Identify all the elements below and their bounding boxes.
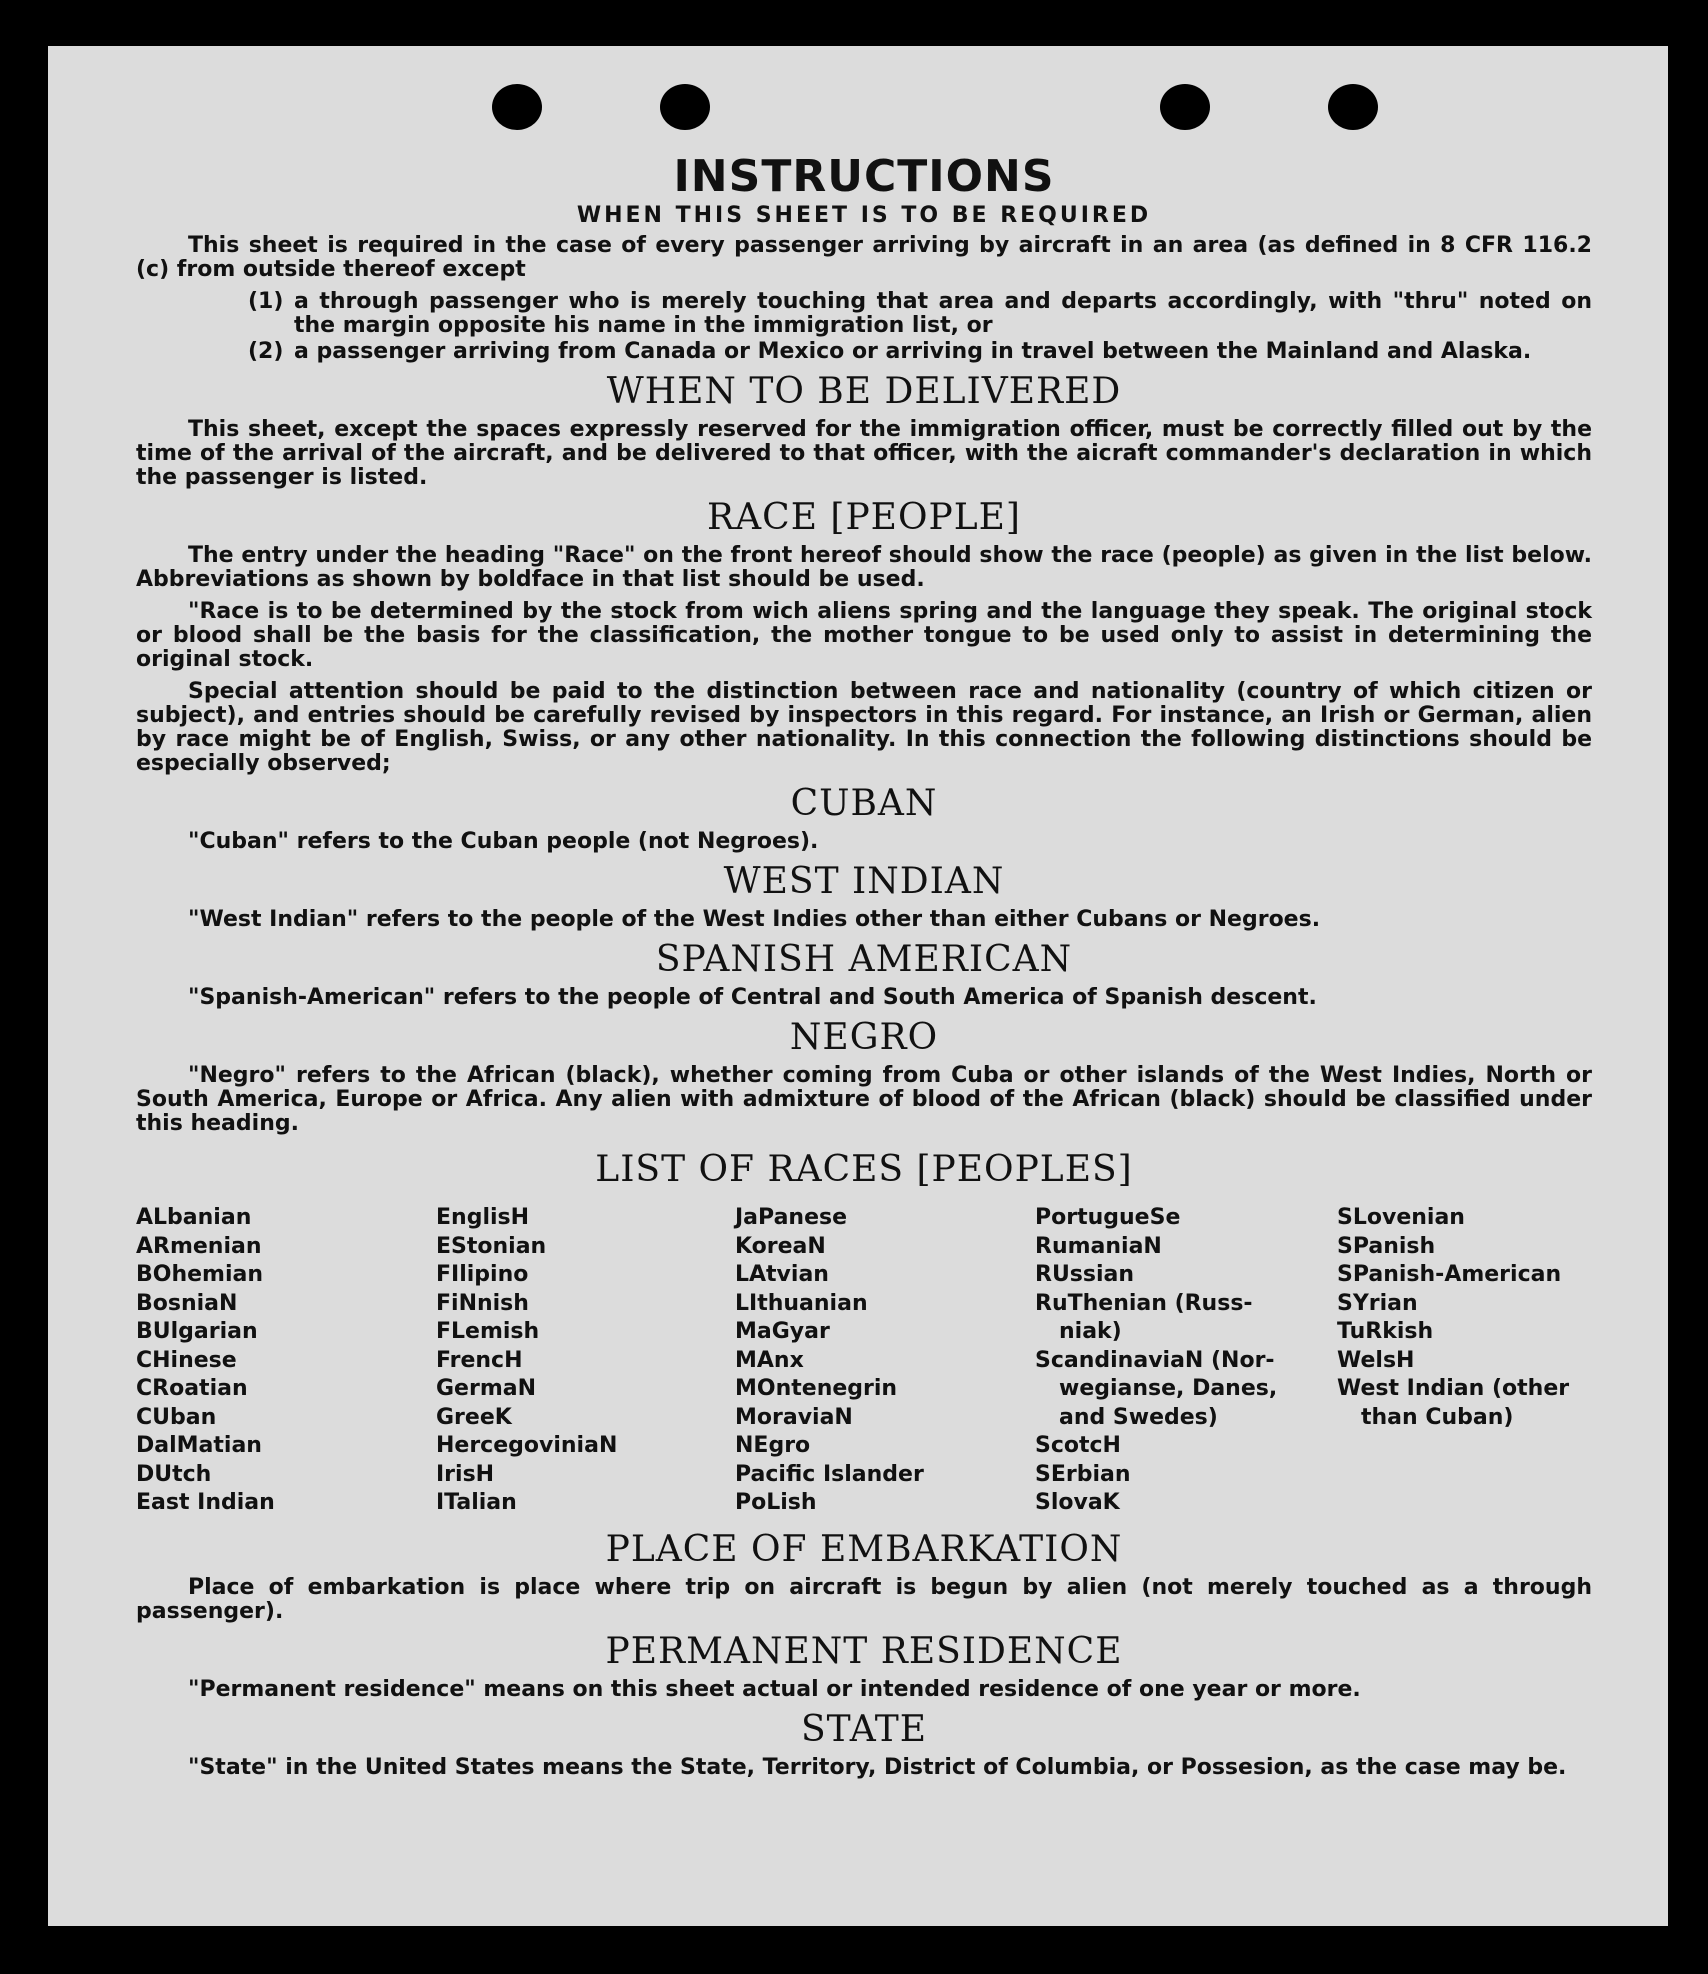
race-entry: LIthuanian (735, 1290, 868, 1316)
race-entry: ARmenian (136, 1233, 262, 1259)
document-body (136, 151, 1592, 1788)
race-paragraph: "Race is to be determined by the stock from wich aliens spring and the language they speak. The original stock or blood shall be the basis for the classification, the mother tongue to be used only to assist in determining the original stock. (136, 599, 1592, 672)
required-item (248, 290, 1592, 338)
race-entry: RumaniaN (1035, 1233, 1162, 1259)
race-entry: ScotcH (1035, 1433, 1121, 1458)
punch-hole (492, 84, 542, 130)
embarkation-text: Place of embarkation is place where trip on aircraft is begun by alien (not merely touched as a through passenger). (136, 1574, 1592, 1624)
required-intro: This sheet is required in the case of every passenger arriving by aircraft in an area (as defined in 8 CFR 116.2 (c) from outside thereof except (136, 233, 1592, 282)
race-entry: Pacific Islander (735, 1461, 924, 1487)
race-entry: CUban (136, 1404, 217, 1430)
punch-hole (1160, 84, 1210, 130)
race-entry: MaGyar (735, 1319, 830, 1344)
race-entry: East Indian (136, 1490, 275, 1515)
item-text: a passenger arriving from Canada or Mexico or arriving in travel between the Mainland and Alaska. (294, 339, 1532, 364)
race-entry: CRoatian (136, 1376, 248, 1401)
section-heading-cuban: CUBAN (790, 783, 938, 824)
item-number: (1) (248, 289, 284, 314)
race-entry: MOntenegrin (735, 1376, 898, 1401)
race-paragraph: Special attention should be paid to the distinction between race and nationality (country of which citizen or subject), and entries should be carefully revised by inspectors in this regard. For instance, an Irish or German, alien by race might be of English, Swiss, or any other nationality. In this connection the following distinctions should be especially observed; (136, 679, 1592, 776)
section-heading-state: STATE (800, 1708, 928, 1750)
section-heading-race: RACE [PEOPLE] (707, 497, 1021, 538)
race-entry: PoLish (735, 1490, 817, 1515)
race-entry: GreeK (436, 1404, 512, 1430)
race-entry: NEgro (735, 1433, 811, 1458)
race-entry: LAtvian (735, 1262, 829, 1287)
race-entry: RuThenian (Russ- (1035, 1290, 1253, 1316)
races-column (1035, 1204, 1337, 1518)
section-heading-residence: PERMANENT RESIDENCE (605, 1630, 1123, 1672)
race-entry: SPanish-American (1337, 1262, 1562, 1287)
race-entry: and Swedes) (1059, 1404, 1218, 1430)
race-entry: FiNnish (436, 1290, 529, 1316)
residence-text: "Permanent residence" means on this sheet actual or intended residence of one year or more. (188, 1676, 1361, 1702)
page-title: INSTRUCTIONS (673, 151, 1055, 202)
race-entry: BosniaN (136, 1290, 238, 1316)
races-list (136, 1204, 1592, 1518)
race-entry: wegianse, Danes, (1059, 1376, 1278, 1401)
section-heading-list-of-races: LIST OF RACES [PEOPLES] (595, 1149, 1133, 1190)
races-column (1337, 1204, 1592, 1518)
negro-text: "Negro" refers to the African (black), whether coming from Cuba or other islands of the West Indies, North or South America, Europe or Africa. Any alien with admixture of blood of the African (black) should be classified under this heading. (136, 1063, 1592, 1136)
race-entry: ScandinaviaN (Nor- (1035, 1347, 1275, 1373)
race-entry: FrencH (436, 1347, 523, 1373)
race-entry: FLemish (436, 1319, 540, 1344)
section-heading-spanish-american: SPANISH AMERICAN (655, 939, 1073, 980)
race-entry: EnglisH (436, 1205, 530, 1230)
race-entry: BOhemian (136, 1262, 264, 1287)
race-entry: HercegoviniaN (436, 1433, 618, 1458)
section-heading-negro: NEGRO (789, 1017, 939, 1058)
race-entry: EStonian (436, 1233, 547, 1259)
race-entry: CHinese (136, 1347, 237, 1373)
race-entry: DUtch (136, 1461, 212, 1487)
section-heading-delivered: WHEN TO BE DELIVERED (606, 371, 1122, 412)
section-heading-embarkation: PLACE OF EMBARKATION (605, 1528, 1123, 1570)
document-sheet (48, 46, 1668, 1926)
race-entry: PortugueSe (1035, 1205, 1181, 1230)
punch-hole (660, 84, 710, 130)
race-entry: SlovaK (1035, 1490, 1120, 1515)
race-entry: KoreaN (735, 1233, 826, 1259)
race-entry: SErbian (1035, 1461, 1131, 1487)
race-entry: than Cuban) (1361, 1404, 1514, 1430)
race-paragraph: The entry under the heading "Race" on the front hereof should show the race (people) as given in the list below. Abbreviations as shown by boldface in that list should be used. (136, 543, 1592, 592)
west-indian-text: "West Indian" refers to the people of the West Indies other than either Cubans or Negroes. (188, 907, 1321, 932)
state-text: "State" in the United States means the State, Territory, District of Columbia, or Possesion, as the case may be. (188, 1754, 1567, 1780)
race-entry: BUlgarian (136, 1319, 258, 1344)
section-heading-west-indian: WEST INDIAN (723, 861, 1005, 902)
race-entry: GermaN (436, 1376, 537, 1401)
delivered-text: This sheet, except the spaces expressly reserved for the immigration officer, must be correctly filled out by the time of the arrival of the aircraft, and be delivered to that officer, with the aicraft commander's declaration in which the passenger is listed. (136, 417, 1592, 490)
race-entry: niak) (1059, 1319, 1122, 1344)
races-column (436, 1204, 735, 1518)
item-number: (2) (248, 339, 284, 364)
race-entry: MAnx (735, 1347, 804, 1373)
page-subtitle: WHEN THIS SHEET IS TO BE REQUIRED (576, 203, 1152, 228)
race-entry: IrisH (436, 1461, 495, 1487)
races-column (735, 1204, 1035, 1518)
race-entry: ITalian (436, 1490, 517, 1515)
race-entry: MoraviaN (735, 1404, 853, 1430)
cuban-text: "Cuban" refers to the Cuban people (not Negroes). (188, 829, 819, 854)
spanish-american-text: "Spanish-American" refers to the people of Central and South America of Spanish descent. (188, 985, 1317, 1010)
race-entry: WelsH (1337, 1347, 1415, 1373)
race-entry: SPanish (1337, 1233, 1436, 1259)
race-entry: RUssian (1035, 1262, 1135, 1287)
race-entry: SYrian (1337, 1290, 1418, 1316)
race-entry: JaPanese (735, 1205, 848, 1230)
race-entry: West Indian (other (1337, 1376, 1570, 1401)
race-entry: DalMatian (136, 1433, 262, 1458)
required-item (248, 340, 1592, 364)
punch-hole (1328, 84, 1378, 130)
race-entry: SLovenian (1337, 1205, 1465, 1230)
race-entry: FIlipino (436, 1262, 529, 1287)
race-entry: TuRkish (1337, 1319, 1434, 1344)
race-entry: ALbanian (136, 1205, 252, 1230)
item-text: a through passenger who is merely touching that area and departs accordingly, with "thru" noted on the margin opposite his name in the immigration list, or (294, 289, 1592, 338)
races-column (136, 1204, 436, 1518)
